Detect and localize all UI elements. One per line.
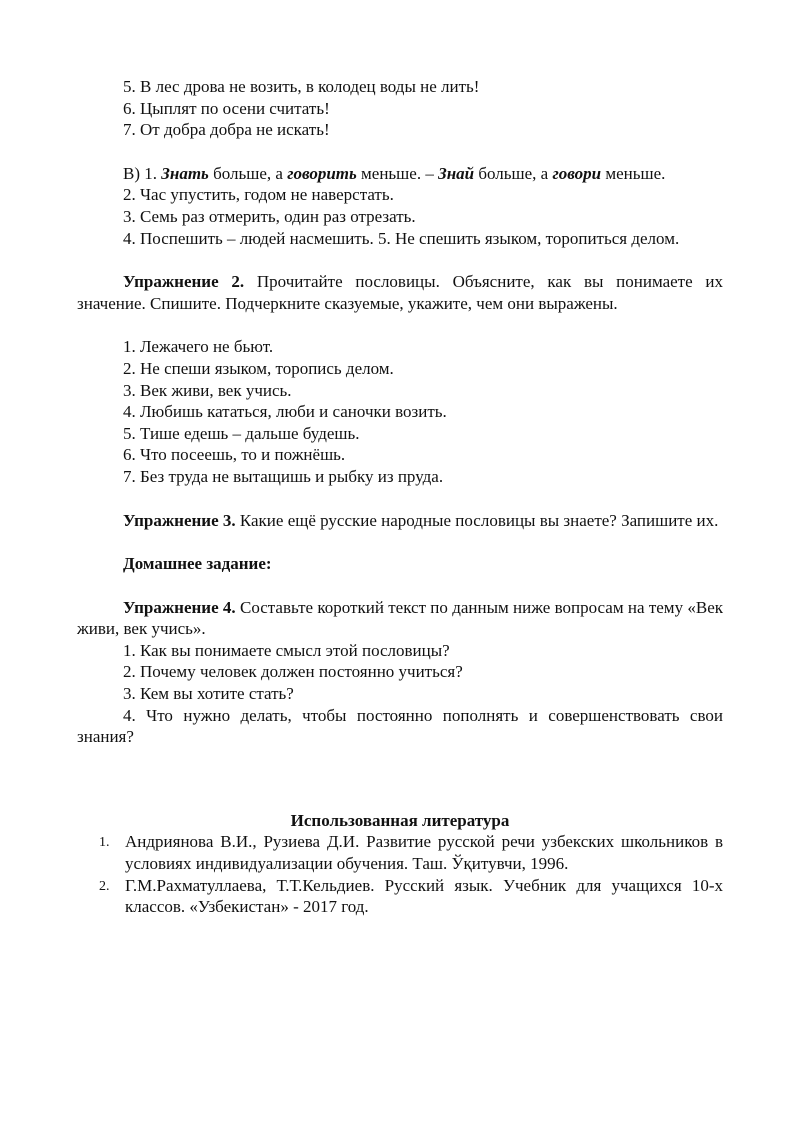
reference-number: 1.: [99, 835, 110, 851]
reference-item: [77, 831, 723, 874]
exercise-2-instructions: Упражнение 2. Прочитайте пословицы. Объясните, как вы понимаете их значение. Спишите. Подчеркните сказуемые, укажите, чем они выражены.: [77, 272, 723, 313]
proverb-paragraph-b4: 4. Поспешить – людей насмешить. 5. Не спешить языком, торопиться делом.: [123, 228, 680, 248]
question-item: 2. Почему человек должен постоянно учиться?: [123, 662, 463, 682]
question-item: 1. Как вы понимаете смысл этой пословицы?: [123, 640, 450, 660]
homework-heading: Домашнее задание:: [123, 554, 272, 574]
reference-text: Андриянова В.И., Рузиева Д.И. Развитие русской речи узбекских школьников в условиях индивидуализации обучения. Таш. Ўқитувчи, 1996.: [125, 832, 723, 874]
list-item: 3. Век живи, век учись.: [123, 380, 292, 400]
list-item: 2. Не спеши языком, торопись делом.: [123, 358, 394, 378]
question-item: 3. Кем вы хотите стать?: [123, 684, 294, 704]
references-title: Использованная литература: [290, 810, 510, 830]
reference-number: 2.: [99, 878, 110, 894]
list-item: 5. Тише едешь – дальше будешь.: [123, 423, 360, 443]
proverb-line: 6. Цыплят по осени считать!: [123, 98, 330, 118]
exercise-4-title: Упражнение 4.: [123, 597, 236, 617]
exercise-3-title: Упражнение 3.: [123, 510, 236, 530]
proverb-line: 5. В лес дрова не возить, в колодец воды не лить!: [123, 77, 480, 96]
proverb-line: 7. От добра добра не искать!: [123, 120, 330, 140]
list-item: 1. Лежачего не бьют.: [123, 337, 274, 357]
exercise-2-title: Упражнение 2.: [123, 272, 245, 292]
reference-text: Г.М.Рахматуллаева, Т.Т.Кельдиев. Русский язык. Учебник для учащихся 10-х классов. «Узбекистан» - 2017 год.: [125, 875, 723, 917]
list-item: 4. Любишь кататься, люби и саночки возить.: [123, 402, 447, 422]
list-item: 7. Без труда не вытащишь и рыбку из пруда.: [123, 466, 444, 486]
proverb-line: 2. Час упустить, годом не наверстать.: [123, 185, 394, 205]
proverb-line: 3. Семь раз отмерить, один раз отрезать.: [123, 206, 416, 226]
proverb-paragraph-b1: В) 1. Знать больше, а говорить меньше. – Знай больше, а говори меньше.: [123, 163, 666, 183]
reference-item: [77, 875, 723, 918]
question-item: 4. Что нужно делать, чтобы постоянно пополнять и совершенствовать свои знания?: [77, 705, 723, 747]
exercise-4-instructions: Упражнение 4. Составьте короткий текст по данным ниже вопросам на тему «Век живи, век учись».: [77, 597, 724, 639]
document-page: [77, 76, 723, 918]
list-item: 6. Что посеешь, то и пожнёшь.: [123, 445, 346, 465]
exercise-3-instructions: Упражнение 3. Какие ещё русские народные пословицы вы знаете? Запишите их.: [123, 510, 719, 530]
